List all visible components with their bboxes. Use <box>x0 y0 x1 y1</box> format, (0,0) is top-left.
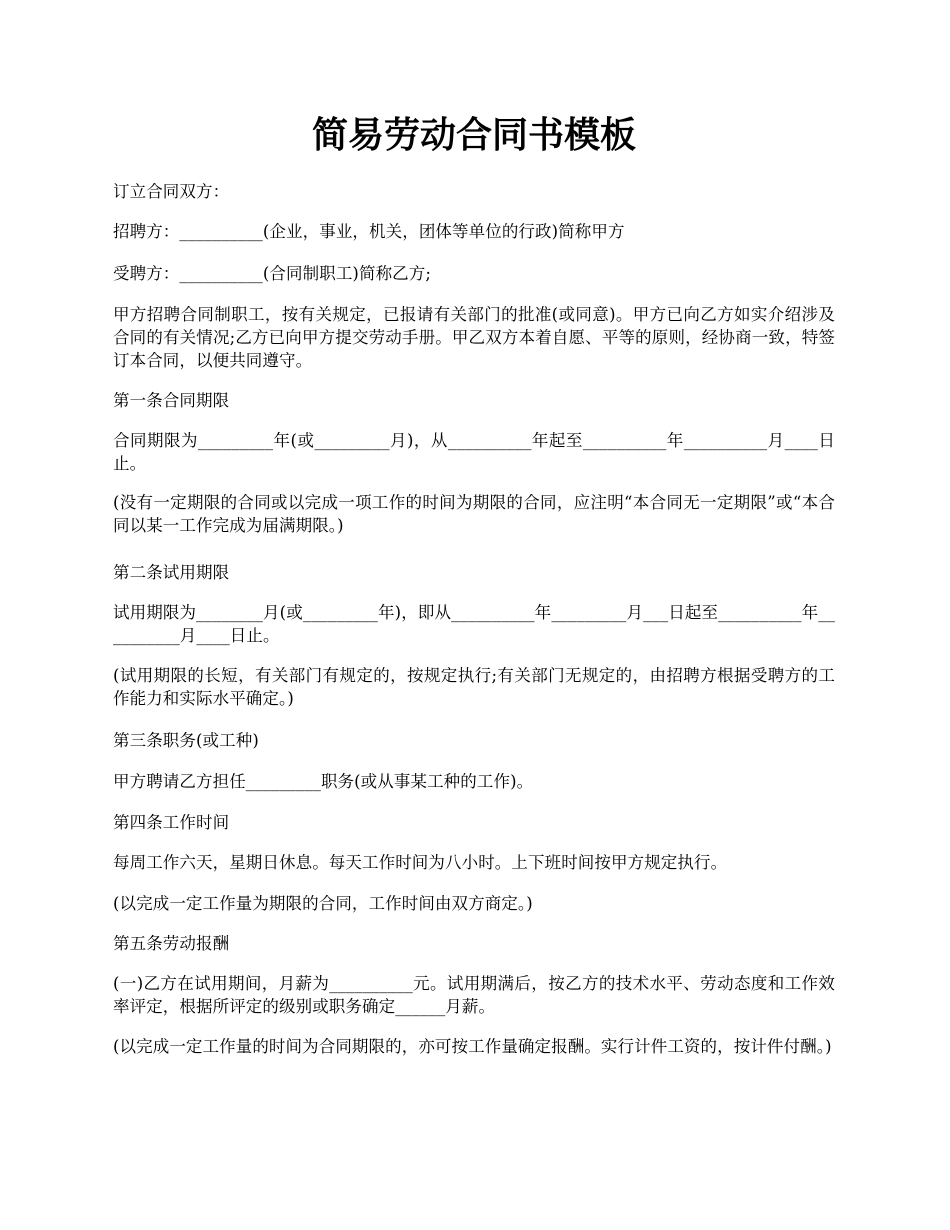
article-5-heading: 第五条劳动报酬 <box>113 934 230 953</box>
document-title: 简易劳动合同书模板 <box>311 115 636 156</box>
article-4-hours-line: 每周工作六天，星期日休息。每天工作时间为八小时。上下班时间按甲方规定执行。 <box>113 853 728 872</box>
article-2-heading: 第二条试用期限 <box>113 563 230 582</box>
employee-line: 受聘方：__________(合同制职工)简称乙方; <box>113 264 432 283</box>
article-5-salary-line: (一)乙方在试用期间，月薪为__________元。试用期满后，按乙方的技术水平、劳动态度和工作效率评定，根据所评定的级别或职务确定______月薪。 <box>113 974 835 1016</box>
preamble-paragraph: 甲方招聘合同制职工，按有关规定，已报请有关部门的批准(或同意)。甲方已向乙方如实介绍涉及合同的有关情况;乙方已向甲方提交劳动手册。甲乙双方本着自愿、平等的原则，经协商一致，特签订本合同，以便共同遵守。 <box>113 305 835 370</box>
article-1-note: (没有一定期限的合同或以完成一项工作的时间为期限的合同，应注明“本合同无一定期限”或“本合同以某一工作完成为届满期限。) <box>113 493 835 535</box>
article-5-note: (以完成一定工作量的时间为合同期限的，亦可按工作量确定报酬。实行计件工资的，按计件付酬。) <box>113 1037 832 1056</box>
article-4-heading: 第四条工作时间 <box>113 813 230 832</box>
article-1-term-line: 合同期限为_________年(或_________月)，从__________年起至__________年__________月____日止。 <box>113 431 835 473</box>
article-2-probation-line: 试用期限为________月(或_________年)，即从__________年_________月___日起至__________年__________月____日止。 <box>113 603 835 645</box>
article-3-position-line: 甲方聘请乙方担任_________职务(或从事某工种的工作)。 <box>113 772 534 791</box>
article-1-heading: 第一条合同期限 <box>113 391 230 410</box>
article-4-note: (以完成一定工作量为期限的合同，工作时间由双方商定。) <box>113 894 533 913</box>
article-2-note: (试用期限的长短，有关部门有规定的，按规定执行;有关部门无规定的，由招聘方根据受聘方的工作能力和实际水平确定。) <box>113 666 835 708</box>
article-3-heading: 第三条职务(或工种) <box>113 731 259 750</box>
parties-intro: 订立合同双方： <box>113 182 230 201</box>
employer-line: 招聘方：__________(企业，事业，机关，团体等单位的行政)简称甲方 <box>113 222 625 241</box>
